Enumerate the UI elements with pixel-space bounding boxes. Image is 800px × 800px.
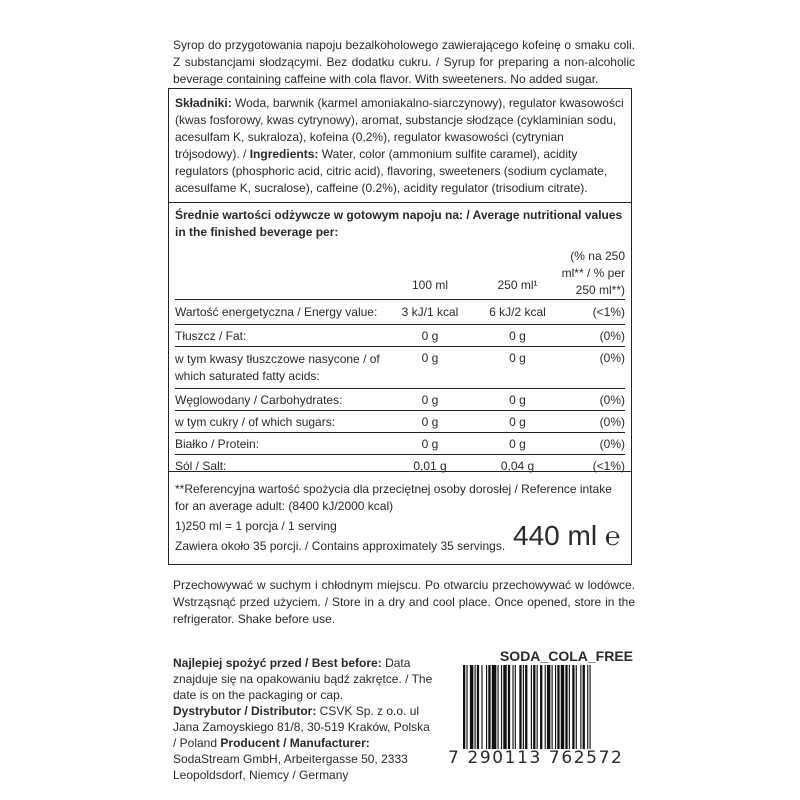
divider <box>169 471 631 472</box>
barcode-bar <box>486 665 487 749</box>
table-row <box>175 347 625 389</box>
barcode-bar <box>583 665 585 749</box>
barcode-bar <box>503 665 506 749</box>
net-volume <box>513 521 620 551</box>
table-row <box>175 389 625 411</box>
barcode-bar <box>481 665 482 749</box>
barcode-bar <box>501 665 502 749</box>
barcode-bar <box>576 665 577 749</box>
best-before-label: Najlepiej spożyć przed / Best before: <box>173 656 382 670</box>
row-value: 0 g <box>380 347 480 389</box>
barcode-bar <box>537 665 538 749</box>
divider <box>169 202 631 203</box>
barcode-bar <box>565 665 567 749</box>
row-value: 0 g <box>380 411 480 433</box>
servings-count: Zawiera około 35 porcji. / Contains approximately 35 servings. <box>175 539 506 553</box>
barcode-bar <box>488 665 490 749</box>
row-value: 0 g <box>480 389 555 411</box>
barcode-bar <box>552 665 553 749</box>
barcode-bar <box>477 665 479 749</box>
barcode-number: 7 290113 762572 <box>448 748 624 768</box>
row-label: Sól / Salt: <box>175 459 227 473</box>
barcode-bar <box>475 665 476 749</box>
barcode-bar <box>580 665 581 749</box>
storage-instructions: Przechowywać w suchym i chłodnym miejscu. Po otwarciu przechowywać w lodówce. Wstrząsnąć przed użyciem. / Store in a dry and cool place. Once opened, store in the refrigerator. Shake before use. <box>173 578 635 626</box>
estimated-sign-icon: ℮ <box>604 521 621 551</box>
row-label: Węglowodany / Carbohydrates: <box>175 389 380 411</box>
row-label: Wartość energetyczna / Energy value: <box>175 300 380 325</box>
barcode-bar <box>590 665 591 749</box>
volume-value: 440 ml <box>513 520 598 551</box>
ingredients-en-label: Ingredients: <box>249 147 319 161</box>
barcode-bar <box>523 665 524 749</box>
barcode-bar <box>540 665 542 749</box>
barcode-bar <box>470 665 473 749</box>
row-label: w tym kwasy tłuszczowe nasycone / of which saturated fatty acids: <box>175 347 380 389</box>
serving-note: 1)250 ml = 1 porcja / 1 serving <box>175 519 337 533</box>
row-value: 0 g <box>380 325 480 347</box>
row-value: 0,04 g <box>500 459 535 473</box>
row-value: 0 g <box>380 389 480 411</box>
manufacturer-label: Producent / Manufacturer: <box>220 736 370 750</box>
barcode-bar <box>547 665 550 749</box>
header-cell: (% na 250 ml** / % per 250 ml**) <box>555 246 625 300</box>
info-box <box>168 88 632 565</box>
row-value: (0%) <box>555 347 625 389</box>
table-row <box>175 455 625 477</box>
row-value: (0%) <box>555 433 625 455</box>
row-label: Tłuszcz / Fat: <box>175 325 380 347</box>
row-value: 3 kJ/1 kcal <box>380 300 480 325</box>
row-value: 0 g <box>480 411 555 433</box>
row-value: (<1%) <box>592 459 625 473</box>
barcode-bar <box>463 665 465 749</box>
barcode-bar <box>515 665 516 749</box>
nutrition-table <box>175 246 625 477</box>
row-label: w tym cukry / of which sugars: <box>175 411 380 433</box>
barcode-bar <box>531 665 532 749</box>
row-value: (0%) <box>555 325 625 347</box>
product-code: SODA_COLA_FREE <box>499 648 633 664</box>
barcode-bar <box>569 665 570 749</box>
row-value: 0,01 g <box>413 459 447 473</box>
barcode-bar <box>508 665 510 749</box>
table-row <box>175 411 625 433</box>
ingredients-en-text: Water, color (ammonium sulfite caramel), acidity regulators (phosphoric acid, citric acid), flavoring, sweeteners (sodium cyclamate, acesulfame K, sucralose), caffeine (0.2%), acidity regulator (trisodium citrate). <box>175 147 608 195</box>
table-row <box>175 433 625 455</box>
product-description: Syrop do przygotowania napoju bezalkoholowego zawierającego kofeinę o smaku coli. Z substancjami słodzącymi. Bez dodatku cukru. / Syrup for preparing a non-alcoholic beverage containing caffeine with cola flavor. With sweeteners. No added sugar. <box>173 38 635 86</box>
barcode-bar <box>498 665 499 749</box>
nutrition-title: Średnie wartości odżywcze w gotowym napoju na: / Average nutritional values in the finished beverage per: <box>175 208 623 239</box>
barcode-bar <box>492 665 497 749</box>
row-value: 0 g <box>380 433 480 455</box>
barcode-bar <box>561 665 564 749</box>
header-cell: 250 ml¹ <box>480 246 555 300</box>
ingredients-pl-label: Składniki: <box>175 96 232 110</box>
barcode-bar <box>533 665 535 749</box>
row-value: 0 g <box>480 347 555 389</box>
row-value: 0 g <box>480 325 555 347</box>
distributor-text: CSVK Sp. z o.o. ul Jana Zamoyskiego 81/8, 30-519 Kraków, Polska / Poland <box>173 704 430 750</box>
row-label: Białko / Protein: <box>175 433 380 455</box>
barcode-bar <box>512 665 513 749</box>
header-cell <box>175 246 380 300</box>
ingredients-pl-text: Woda, barwnik (karmel amoniakalno-siarczynowy), regulator kwasowości (kwas fosforowy, kwas cytrynowy), aromat, substancje słodzące (cyklaminian sodu, acesulfam K, sukraloza), kofeina (0,2%), regulator kwasowości (cytrynian trójsodowy). / <box>175 96 624 161</box>
barcode-bar <box>525 665 527 749</box>
table-row <box>175 325 625 347</box>
barcode-bar <box>466 665 467 749</box>
barcode-bar <box>572 665 574 749</box>
best-before-text: Data znajduje się na opakowaniu bądź zakrętce. / The date is on the packaging or cap. <box>173 656 433 702</box>
row-value: 6 kJ/2 kcal <box>480 300 555 325</box>
ingredients-section <box>175 95 625 197</box>
row-value: (0%) <box>555 389 625 411</box>
manufacturer-text: SodaStream GmbH, Arbeitergasse 50, 2333 Leopoldsdorf, Niemcy / Germany <box>173 752 408 782</box>
barcode-bar <box>555 665 556 749</box>
barcode-bar <box>519 665 521 749</box>
table-row <box>175 300 625 325</box>
distributor-label: Dystrybutor / Distributor: <box>173 704 317 718</box>
barcode-bar <box>587 665 588 749</box>
reference-intake-note: **Referencyjna wartość spożycia dla przeciętnej osoby dorosłej / Reference intake for an average adult: (8400 kJ/2000 kcal) <box>175 482 612 513</box>
barcode-bar <box>557 665 559 749</box>
barcode-bar <box>545 665 546 749</box>
table-header-row <box>175 246 625 300</box>
header-cell: 100 ml <box>380 246 480 300</box>
distributor-info <box>173 703 435 783</box>
row-value: 0 g <box>480 433 555 455</box>
row-value: (0%) <box>555 411 625 433</box>
best-before <box>173 655 435 703</box>
row-value: (<1%) <box>555 300 625 325</box>
barcode-icon <box>463 665 633 749</box>
